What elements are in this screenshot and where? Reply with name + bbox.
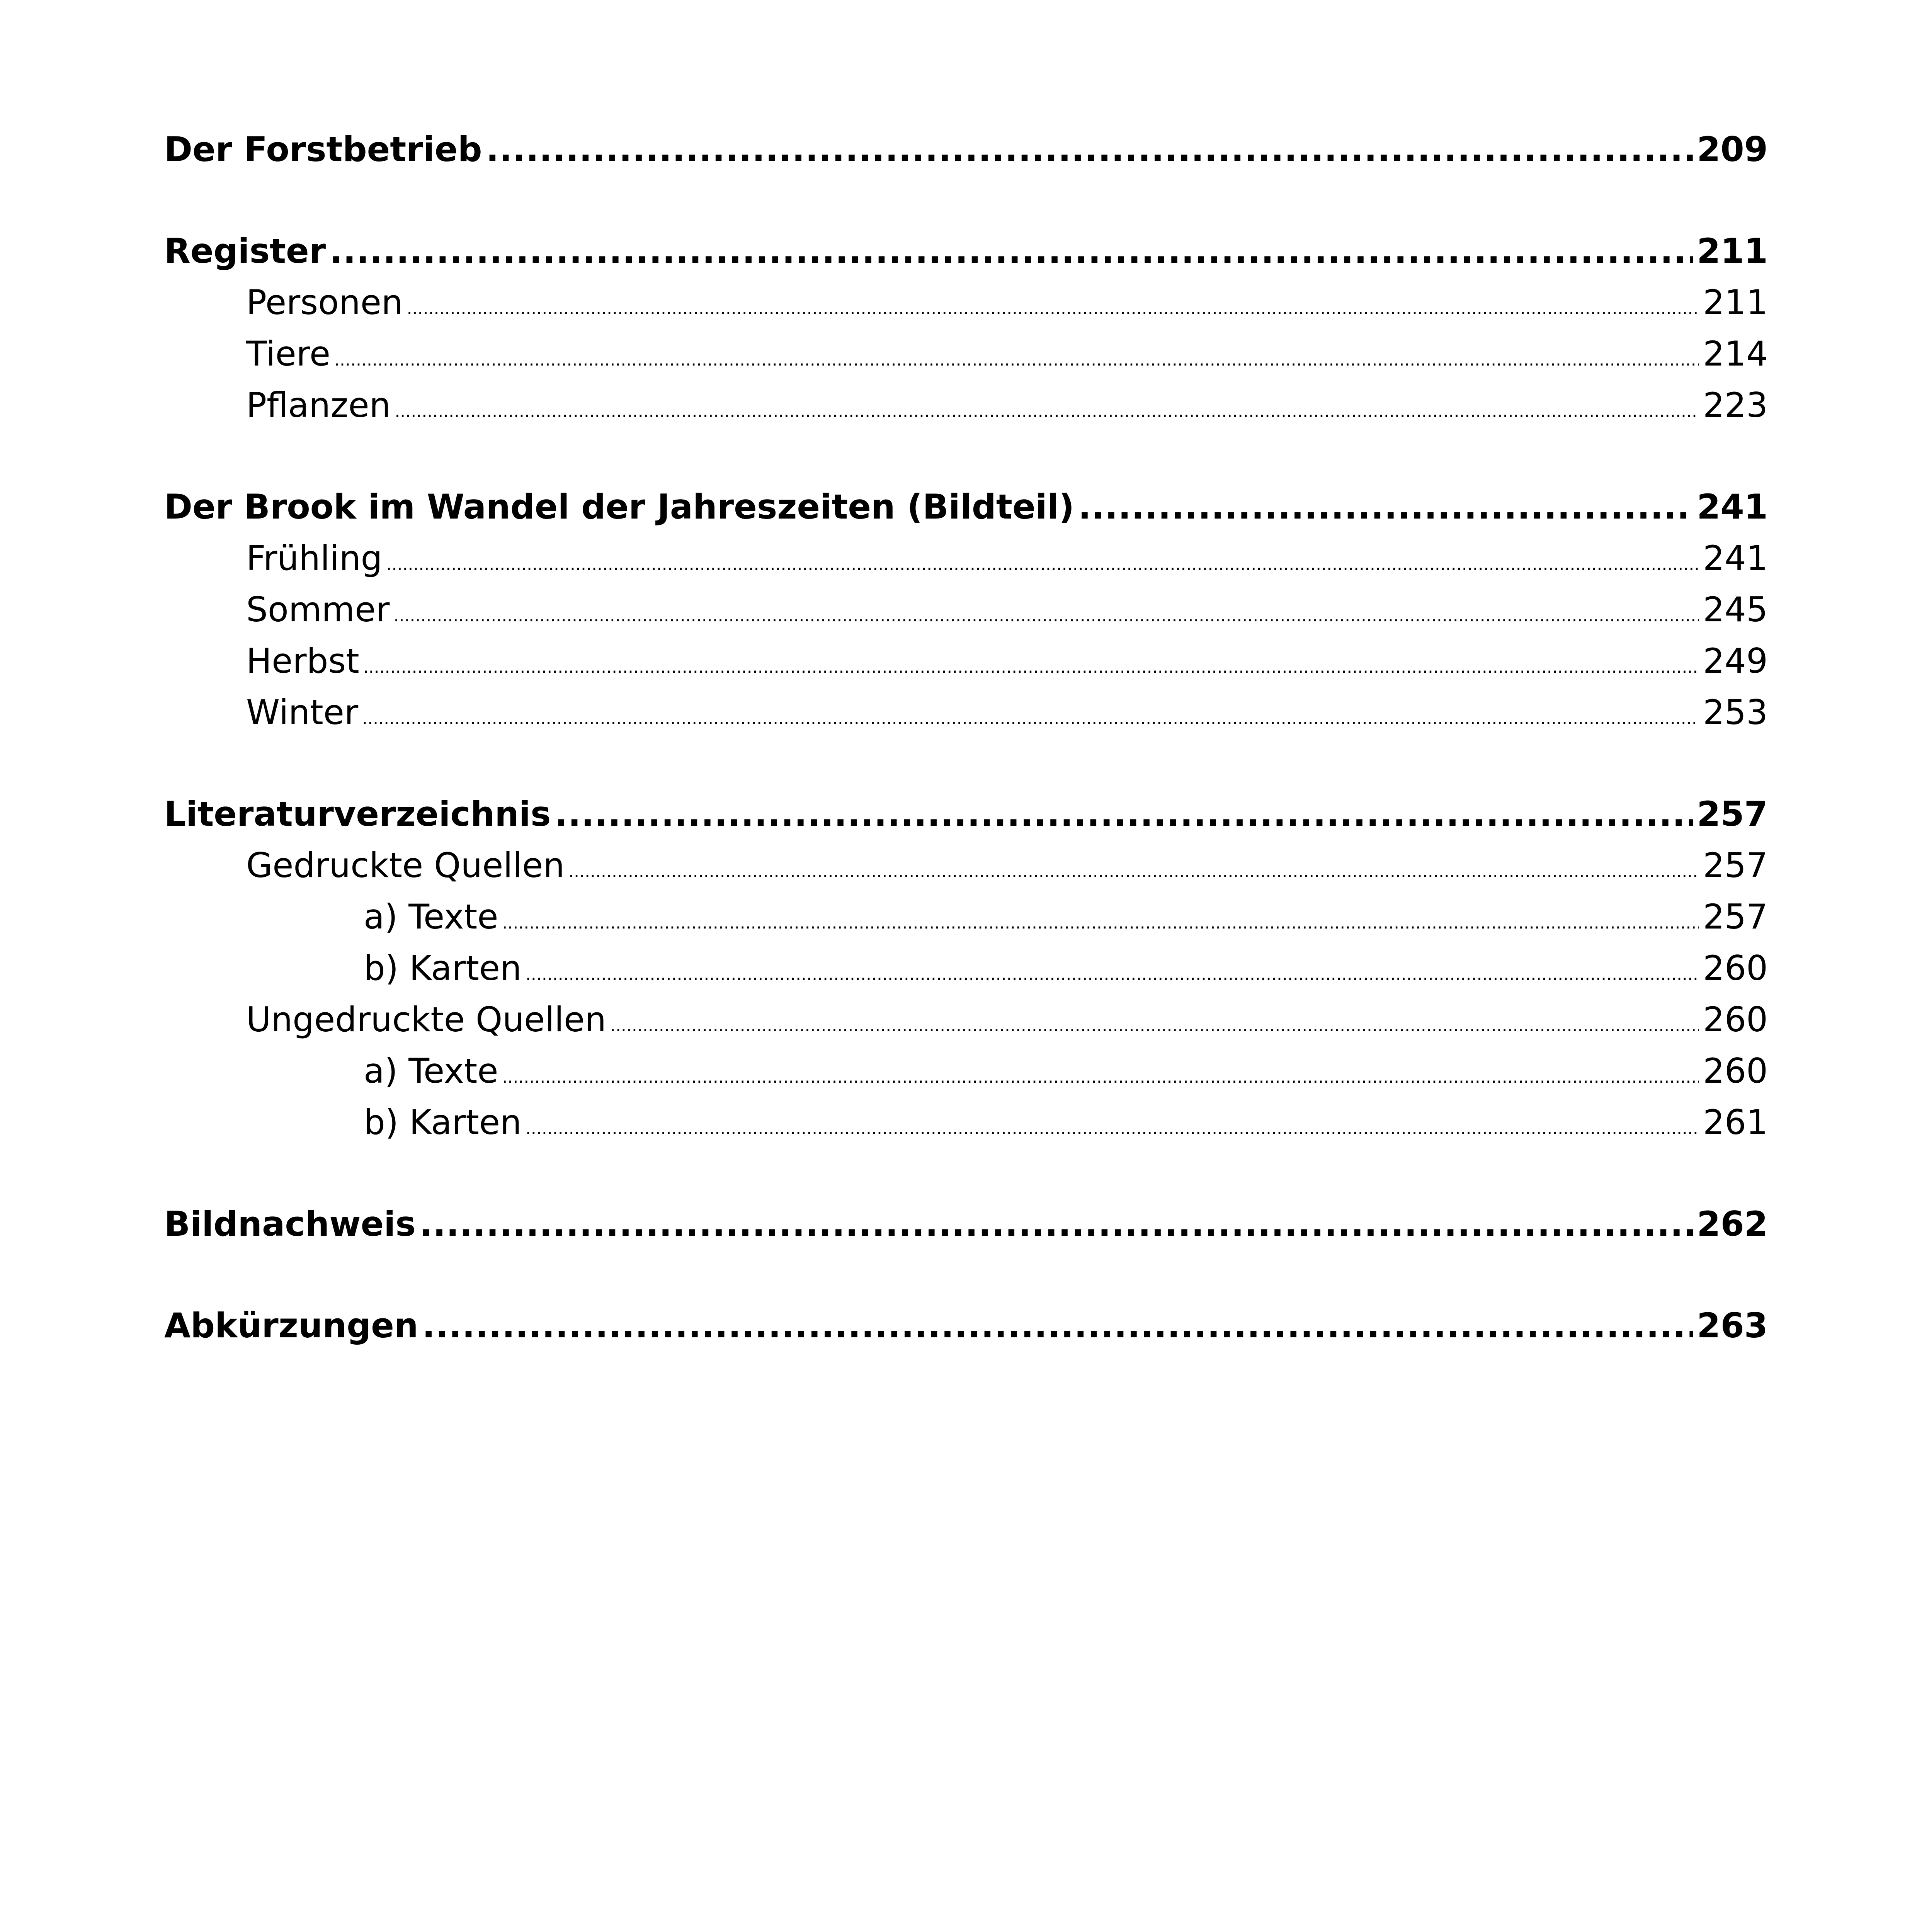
dot-leader — [555, 788, 1693, 840]
toc-entry-page-number: 260 — [1703, 1051, 1768, 1091]
toc-entry-page-number: 257 — [1697, 794, 1768, 834]
toc-entry-title: Ungedruckte Quellen — [246, 1000, 606, 1039]
toc-entry-page-number: 262 — [1697, 1204, 1768, 1244]
dot-leader — [407, 283, 1699, 334]
toc-entry-title: b) Karten — [364, 948, 522, 988]
toc-section-entry — [164, 788, 1768, 840]
table-of-contents — [164, 124, 1768, 1401]
toc-entry-page-number: 214 — [1703, 334, 1768, 374]
dot-leader — [386, 539, 1699, 590]
toc-entry-page-number: 241 — [1697, 487, 1768, 527]
toc-subsubsection-entry — [164, 942, 1768, 994]
toc-entry-title: Bildnachweis — [164, 1204, 416, 1244]
toc-section-entry — [164, 225, 1768, 277]
toc-subsection-entry — [164, 635, 1768, 687]
toc-entry-title: Abkürzungen — [164, 1306, 418, 1345]
toc-section-group — [164, 124, 1768, 175]
toc-entry-title: Literaturverzeichnis — [164, 794, 551, 834]
dot-leader — [363, 641, 1699, 693]
toc-entry-title: a) Texte — [364, 1051, 498, 1091]
toc-entry-title: Pflanzen — [246, 385, 391, 425]
toc-subsection-entry — [164, 379, 1768, 431]
toc-entry-page-number: 249 — [1703, 641, 1768, 681]
toc-entry-page-number: 261 — [1703, 1102, 1768, 1142]
toc-section-entry — [164, 124, 1768, 175]
toc-section-group — [164, 788, 1768, 1148]
toc-entry-title: Register — [164, 231, 326, 271]
dot-leader — [334, 334, 1699, 386]
toc-entry-page-number: 245 — [1703, 590, 1768, 629]
dot-leader — [526, 949, 1699, 1000]
toc-subsection-entry — [164, 277, 1768, 328]
dot-leader — [393, 590, 1699, 641]
toc-entry-page-number: 260 — [1703, 1000, 1768, 1039]
toc-entry-title: Sommer — [246, 590, 390, 629]
toc-entry-title: Winter — [246, 692, 359, 732]
toc-entry-page-number: 257 — [1703, 845, 1768, 885]
toc-entry-page-number: 223 — [1703, 385, 1768, 425]
toc-section-group — [164, 225, 1768, 431]
dot-leader — [395, 386, 1699, 437]
dot-leader — [362, 693, 1699, 744]
toc-subsubsection-entry — [164, 1097, 1768, 1148]
dot-leader — [502, 1051, 1699, 1103]
toc-entry-title: Frühling — [246, 538, 383, 578]
toc-section-group — [164, 1300, 1768, 1351]
toc-entry-title: Personen — [246, 282, 403, 322]
toc-section-group — [164, 481, 1768, 738]
toc-subsection-entry — [164, 840, 1768, 891]
toc-entry-page-number: 257 — [1703, 897, 1768, 937]
toc-entry-page-number: 260 — [1703, 948, 1768, 988]
toc-subsection-entry — [164, 328, 1768, 379]
dot-leader — [330, 225, 1693, 277]
dot-leader — [1078, 481, 1693, 532]
dot-leader — [422, 1300, 1693, 1351]
toc-entry-page-number: 253 — [1703, 692, 1768, 732]
toc-subsection-entry — [164, 994, 1768, 1045]
toc-entry-title: Herbst — [246, 641, 359, 681]
toc-entry-title: Tiere — [246, 334, 331, 374]
toc-subsubsection-entry — [164, 1045, 1768, 1097]
dot-leader — [486, 124, 1693, 175]
dot-leader — [568, 846, 1699, 897]
toc-entry-title: Der Brook im Wandel der Jahreszeiten (Bildteil) — [164, 487, 1075, 527]
toc-section-entry — [164, 481, 1768, 532]
toc-section-group — [164, 1198, 1768, 1250]
toc-entry-title: Gedruckte Quellen — [246, 845, 565, 885]
toc-entry-page-number: 263 — [1697, 1306, 1768, 1345]
dot-leader — [420, 1198, 1693, 1250]
dot-leader — [526, 1103, 1699, 1154]
toc-subsubsection-entry — [164, 891, 1768, 942]
toc-entry-page-number: 211 — [1697, 231, 1768, 271]
dot-leader — [502, 897, 1699, 949]
toc-section-entry — [164, 1198, 1768, 1250]
toc-entry-title: Der Forstbetrieb — [164, 129, 482, 169]
toc-entry-page-number: 211 — [1703, 282, 1768, 322]
toc-entry-title: a) Texte — [364, 897, 498, 937]
toc-entry-title: b) Karten — [364, 1102, 522, 1142]
toc-section-entry — [164, 1300, 1768, 1351]
dot-leader — [610, 1000, 1699, 1051]
toc-subsection-entry — [164, 687, 1768, 738]
toc-entry-page-number: 241 — [1703, 538, 1768, 578]
toc-entry-page-number: 209 — [1697, 129, 1768, 169]
toc-subsection-entry — [164, 584, 1768, 635]
toc-subsection-entry — [164, 532, 1768, 584]
